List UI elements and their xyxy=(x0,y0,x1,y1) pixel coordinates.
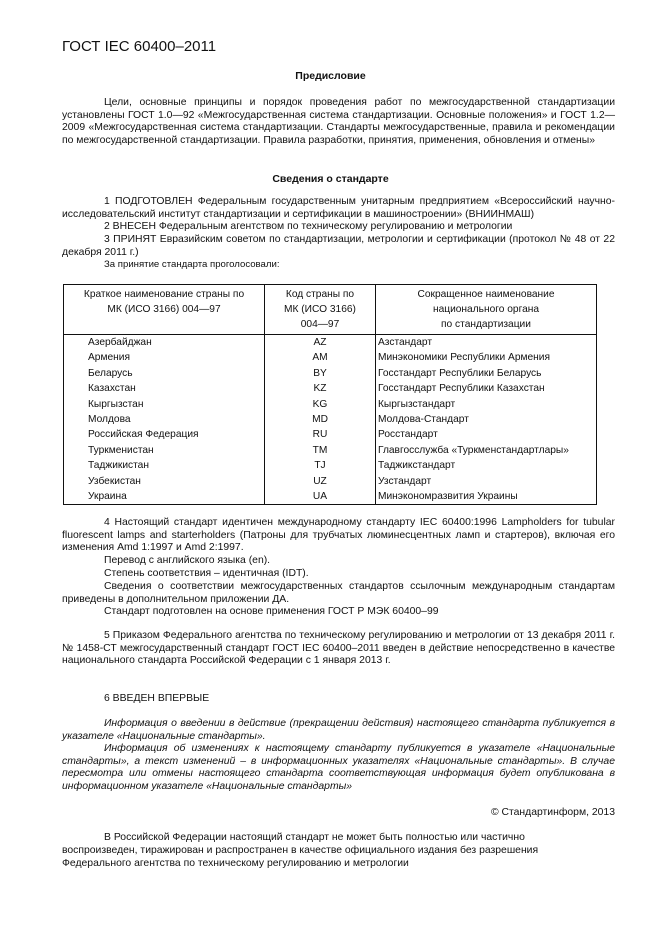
standards-body: Росстандарт xyxy=(376,427,597,442)
standards-body: Минэкономики Республики Армения xyxy=(376,350,597,365)
item-4-basis: Стандарт подготовлен на основе применения ГОСТ Р МЭК 60400–99 xyxy=(104,606,439,617)
header-code-line: 004—97 xyxy=(300,319,340,330)
country-code: UA xyxy=(265,489,376,505)
header-code xyxy=(265,285,376,335)
standard-info-title: Сведения о стандарте xyxy=(272,173,389,185)
standards-body: Минэкономразвития Украины xyxy=(376,489,597,505)
country-name: Таджикистан xyxy=(64,458,265,473)
country-name: Кыргызстан xyxy=(64,397,265,412)
header-body-line: по стандартизации xyxy=(441,319,531,330)
country-name: Российская Федерация xyxy=(64,427,265,442)
table-header-row xyxy=(64,285,597,335)
countries-table xyxy=(63,284,597,505)
header-body-line: национального органа xyxy=(432,304,540,315)
table-row xyxy=(64,350,597,365)
table-row xyxy=(64,443,597,458)
header-body-line: Сокращенное наименование xyxy=(417,289,555,300)
country-code: MD xyxy=(265,412,376,427)
table-row xyxy=(64,381,597,396)
rights-line-1: В Российской Федерации настоящий стандарт не может быть полностью или частично xyxy=(104,832,525,843)
header-code-line: Код страны по xyxy=(285,289,355,300)
header-country-line: Краткое наименование страны по xyxy=(83,289,245,300)
country-code: BY xyxy=(265,366,376,381)
info-item-3: 3 ПРИНЯТ Евразийским советом по стандартизации, метрологии и сертификации (протокол № 48 от 22 декабря 2011 г.) xyxy=(62,234,615,258)
country-code: UZ xyxy=(265,474,376,489)
table-row xyxy=(64,489,597,505)
header-country xyxy=(64,285,265,335)
table-row xyxy=(64,397,597,412)
notice-amendments: Информация об изменениях к настоящему стандарту публикуется в указателе «Национальные стандарты», а текст изменений – в информационных указателях «Национальные стандарты». В случае пересмотра или отмены настоящего стандарта соответствующая информация будет опубликована в информационном указателе «Национальные стандарты» xyxy=(62,743,615,792)
country-name: Узбекистан xyxy=(64,474,265,489)
header-code-line: МК (ИСО 3166) xyxy=(284,304,356,315)
rights-line-2: воспроизведен, тиражирован и распространен в качестве официального издания без разрешения xyxy=(62,845,539,856)
item-6-text: 6 ВВЕДЕН ВПЕРВЫЕ xyxy=(104,693,210,704)
country-name: Беларусь xyxy=(64,366,265,381)
notice-introduction: Информация о введении в действие (прекращении действия) настоящего стандарта публикуется в указателе «Национальные стандарты». xyxy=(62,718,615,742)
country-name: Казахстан xyxy=(64,381,265,396)
voted-label: За принятие стандарта проголосовали: xyxy=(104,259,280,270)
standards-body: Главгосслужба «Туркменстандартлары» xyxy=(376,443,597,458)
country-name: Азербайджан xyxy=(64,335,265,351)
standards-body: Госстандарт Республики Казахстан xyxy=(376,381,597,396)
table-row xyxy=(64,412,597,427)
info-item-1: 1 ПОДГОТОВЛЕН Федеральным государственным унитарным предприятием «Всероссийский научно-исследовательский институт стандартизации и сертификации в машиностроении» (ВНИИНМАШ) xyxy=(62,196,615,220)
document-header: ГОСТ IEC 60400–2011 xyxy=(62,38,217,55)
country-code: TM xyxy=(265,443,376,458)
country-code: KZ xyxy=(265,381,376,396)
country-code: RU xyxy=(265,427,376,442)
item-4-translation: Перевод с английского языка (en). xyxy=(104,555,271,566)
standards-body: Молдова-Стандарт xyxy=(376,412,597,427)
standards-body: Азстандарт xyxy=(376,335,597,351)
table-row xyxy=(64,474,597,489)
country-name: Армения xyxy=(64,350,265,365)
foreword-intro: Цели, основные принципы и порядок проведения работ по межгосударственной стандартизации установлены ГОСТ 1.0—92 «Межгосударственная система стандартизации. Основные положения» и ГОСТ 1.2—2009 «Межгосударственная система стандартизации. Стандарты межгосударственные, правила и рекомендации по межгосударственной стандартизации. Правила разработки, принятия, применения, обновления и отмены» xyxy=(62,97,615,146)
country-name: Молдова xyxy=(64,412,265,427)
item-4-references: Сведения о соответствии межгосударственных стандартов ссылочным международным стандартам приведены в дополнительном приложении ДА. xyxy=(62,581,615,605)
copyright: © Стандартинформ, 2013 xyxy=(490,807,615,818)
header-body xyxy=(376,285,597,335)
country-code: TJ xyxy=(265,458,376,473)
country-name: Украина xyxy=(64,489,265,505)
standards-body: Госстандарт Республики Беларусь xyxy=(376,366,597,381)
item-5-text: 5 Приказом Федерального агентства по техническому регулированию и метрологии от 13 декабря 2011 г. № 1458-СТ межгосударственный стандарт ГОСТ IEC 60400–2011 введен в действие непосредственно в качестве национального стандарта Российской Федерации с 1 января 2013 г. xyxy=(62,630,615,667)
standards-body: Узстандарт xyxy=(376,474,597,489)
table-row xyxy=(64,458,597,473)
country-code: AZ xyxy=(265,335,376,351)
foreword-title: Предисловие xyxy=(295,70,366,82)
header-country-line: МК (ИСО 3166) 004—97 xyxy=(107,304,221,315)
item-4-conformity: Степень соответствия – идентичная (IDT). xyxy=(104,568,309,579)
info-item-2: 2 ВНЕСЕН Федеральным агентством по техническому регулированию и метрологии xyxy=(104,221,513,232)
table-row xyxy=(64,427,597,442)
standards-body: Кыргызстандарт xyxy=(376,397,597,412)
rights-line-3: Федерального агентства по техническому регулированию и метрологии xyxy=(62,858,409,869)
country-code: AM xyxy=(265,350,376,365)
item-4-text: 4 Настоящий стандарт идентичен международному стандарту IEC 60400:1996 Lampholders for tubular fluorescent lamps and starterholders (Патроны для трубчатых люминесцентных ламп и стартеров), включая его изменения Amd 1:1997 и Amd 2:1997. xyxy=(62,517,615,554)
table-row xyxy=(64,335,597,351)
country-code: KG xyxy=(265,397,376,412)
country-name: Туркменистан xyxy=(64,443,265,458)
table-row xyxy=(64,366,597,381)
standards-body: Таджикстандарт xyxy=(376,458,597,473)
